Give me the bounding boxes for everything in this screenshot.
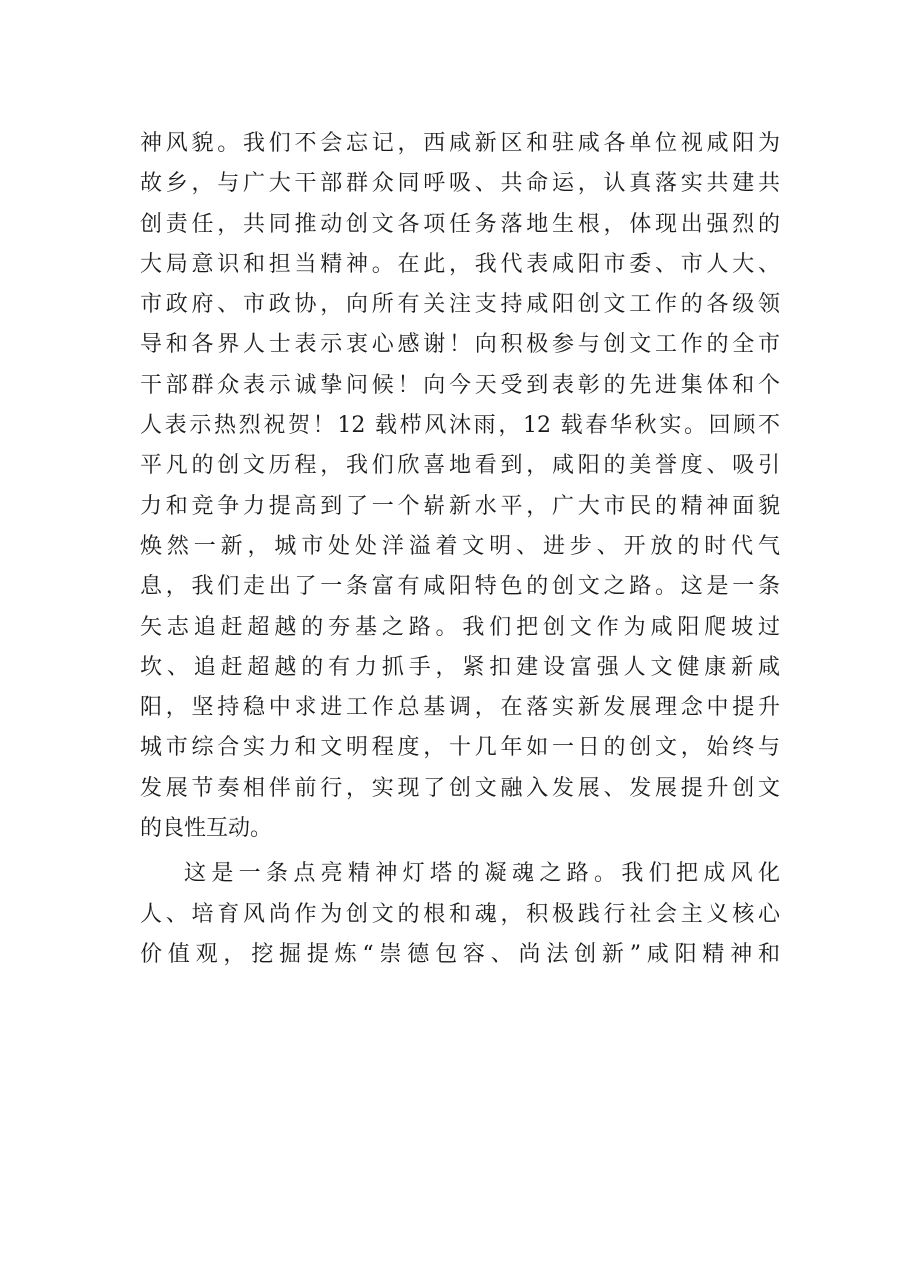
paragraph-1-line: 神风貌。我们不会忘记，西咸新区和驻咸各单位视咸阳为 (140, 131, 780, 156)
paragraph-2-line: 价值观，挖掘提炼“崇德包容、尚法创新”咸阳精神和 (140, 941, 780, 967)
paragraph-1-line: 城市综合实力和文明程度，十几年如一日的创文，始终与 (140, 735, 780, 761)
body-text (140, 124, 780, 975)
paragraph-1-line: 大局意识和担当精神。在此，我代表咸阳市委、市人大、 (140, 251, 780, 277)
paragraph-1-line: 力和竞争力提高到了一个崭新水平，广大市民的精神面貌 (140, 493, 780, 519)
paragraph-1-line: 市政府、市政协，向所有关注支持咸阳创文工作的各级领 (140, 292, 780, 318)
paragraph-1-last-line: 的良性互动。 (140, 816, 273, 842)
paragraph-1-line: 平凡的创文历程，我们欣喜地看到，咸阳的美誉度、吸引 (140, 453, 780, 479)
paragraph-1-line: 坎、追赶超越的有力抓手，紧扣建设富强人文健康新咸 (140, 654, 780, 680)
paragraph-1-line: 矢志追赶超越的夯基之路。我们把创文作为咸阳爬坡过 (140, 614, 780, 640)
paragraph-1-line: 发展节奏相伴前行，实现了创文融入发展、发展提升创文 (140, 775, 780, 801)
paragraph-2-line: 人、培育风尚作为创文的根和魂，积极践行社会主义核心 (140, 901, 780, 927)
paragraph-1-line: 创责任，共同推动创文各项任务落地生根，体现出强烈的 (140, 211, 780, 237)
paragraph-1-line: 息，我们走出了一条富有咸阳特色的创文之路。这是一条 (140, 574, 780, 600)
paragraph-1-line: 阳，坚持稳中求进工作总基调，在落实新发展理念中提升 (140, 695, 780, 721)
paragraph-1-line: 焕然一新，城市处处洋溢着文明、进步、开放的时代气 (140, 533, 780, 559)
paragraph-1-line: 干部群众表示诚挚问候！向今天受到表彰的先进集体和个 (140, 372, 780, 398)
paragraph-2-first-line: 这是一条点亮精神灯塔的凝魂之路。我们把成风化 (184, 861, 780, 887)
paragraph-1-line: 人表示热烈祝贺！12 载栉风沐雨，12 载春华秋实。回顾不 (140, 413, 780, 439)
paragraph-1-line: 导和各界人士表示衷心感谢！向积极参与创文工作的全市 (140, 332, 780, 358)
paragraph-1-line: 故乡，与广大干部群众同呼吸、共命运，认真落实共建共 (140, 171, 780, 197)
